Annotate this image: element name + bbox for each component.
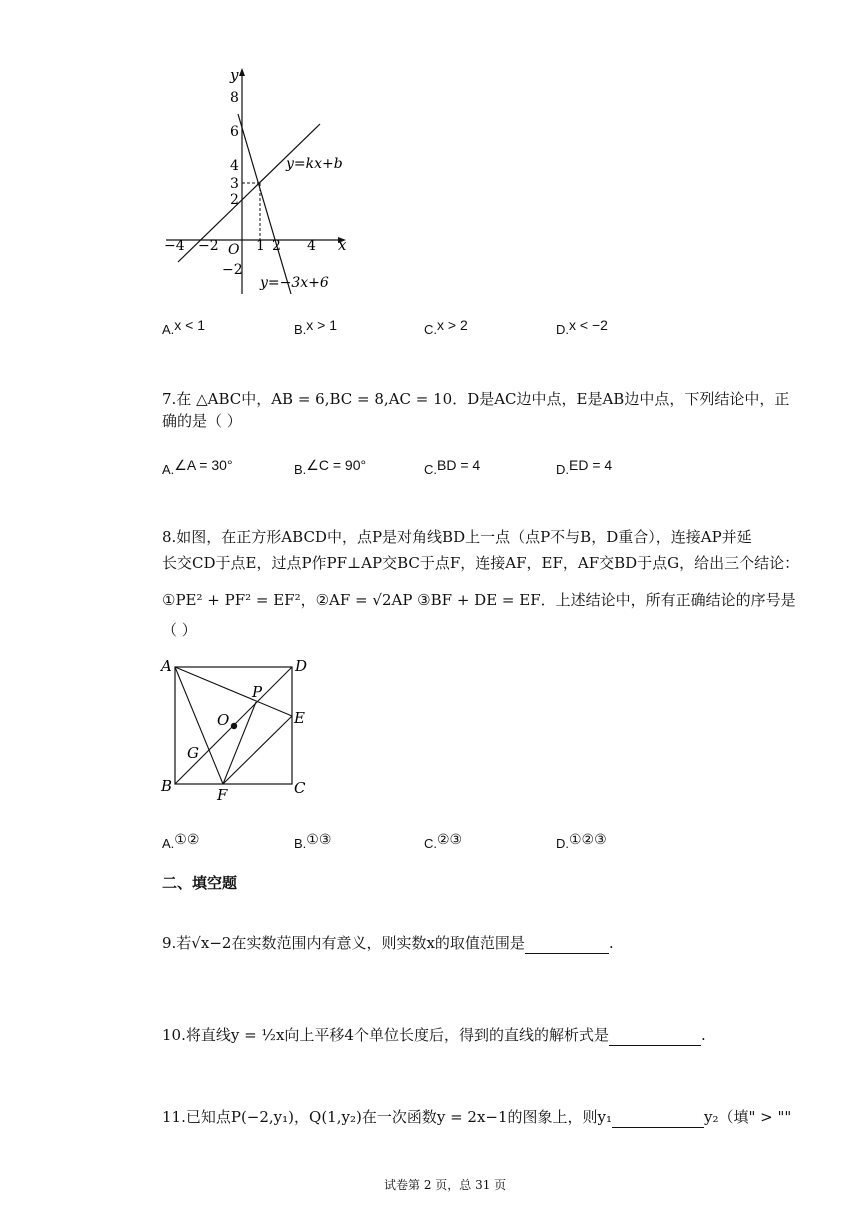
q6-option-b[interactable]: B.x > 1 — [294, 317, 338, 337]
q10-end: . — [700, 1026, 706, 1044]
q8-stem-line3: ①PE² + PF² = EF²，②AF = √2AP ③BF + DE = EF．上述结论中，所有正确结论的序号是 — [162, 591, 796, 609]
label-a: A — [161, 657, 172, 675]
q8-option-b[interactable]: B.①③ — [294, 831, 332, 851]
y-tick-6: 6 — [230, 124, 239, 140]
label-f: F — [217, 786, 228, 804]
q8-stem-line2: 长交CD于点E，过点P作PF⊥AP交BC于点F，连接AF，EF，AF交BD于点G，给出三个结论： — [162, 554, 800, 572]
y-tick-minus2: −2 — [222, 262, 243, 278]
y-tick-8: 8 — [230, 90, 239, 106]
label-p: P — [252, 683, 263, 701]
origin-label: O — [228, 242, 240, 258]
y-tick-2: 2 — [230, 192, 239, 208]
y-tick-3: 3 — [230, 176, 239, 192]
function-graph — [160, 62, 360, 297]
y-axis-label: y — [230, 66, 239, 84]
x-tick-1: 1 — [256, 238, 265, 254]
q8-option-a[interactable]: A.①② — [162, 831, 200, 851]
line-minus3x-plus6 — [238, 114, 291, 294]
q9-text: 9.若√x−2在实数范围内有意义，则实数x的取值范围是 — [162, 934, 525, 952]
square-figure — [155, 655, 315, 805]
q8-stem-line1: 8.如图，在正方形ABCD中，点P是对角线BD上一点（点P不与B，D重合），连接AP并延 — [162, 528, 752, 546]
q6-option-a[interactable]: A.x < 1 — [162, 317, 206, 337]
q7-option-b[interactable]: B.∠C = 90° — [294, 457, 367, 477]
point-o — [231, 723, 237, 729]
q7-option-a[interactable]: A.∠A = 30° — [162, 457, 233, 477]
q7-option-d[interactable]: D.ED = 4 — [556, 457, 613, 477]
x-tick-4: 4 — [307, 238, 316, 254]
q8-option-d[interactable]: D.①②③ — [556, 831, 607, 851]
label-o: O — [217, 711, 230, 729]
line2-label: y=−3x+6 — [260, 275, 329, 291]
label-d: D — [295, 657, 308, 675]
q7-option-c[interactable]: C.BD = 4 — [424, 457, 481, 477]
label-g: G — [187, 744, 199, 762]
q11-answer-blank[interactable] — [612, 1111, 704, 1128]
y-axis-arrow — [239, 68, 245, 76]
q9-stem — [162, 932, 614, 954]
q11-end: y₂（填" > "" — [704, 1108, 792, 1126]
q8-option-c[interactable]: C.②③ — [424, 831, 463, 851]
q7-stem-line1: 7.在 △ABC中，AB = 6,BC = 8,AC = 10．D是AC边中点，E是AB边中点，下列结论中，正 — [162, 390, 790, 408]
q8-stem-line4: （ ） — [162, 621, 197, 639]
section-fill-in-title: 二、填空题 — [162, 874, 238, 892]
q9-end: . — [608, 934, 614, 952]
x-axis-label: x — [338, 236, 347, 254]
q9-answer-blank[interactable] — [525, 937, 609, 954]
line1-label: y=kx+b — [286, 156, 343, 172]
q6-option-c[interactable]: C.x > 2 — [424, 317, 468, 337]
q6-option-d[interactable]: D.x < −2 — [556, 317, 608, 337]
q11-stem — [162, 1106, 791, 1128]
x-tick-minus4: −4 — [164, 238, 185, 254]
q10-text: 10.将直线y = ½x向上平移4个单位长度后，得到的直线的解析式是 — [162, 1026, 609, 1044]
label-c: C — [294, 779, 306, 797]
q11-text: 11.已知点P(−2,y₁)，Q(1,y₂)在一次函数y = 2x−1的图象上，则y₁ — [162, 1108, 613, 1126]
label-b: B — [161, 777, 173, 795]
y-tick-4: 4 — [230, 158, 239, 174]
x-tick-2: 2 — [272, 238, 281, 254]
x-tick-minus2: −2 — [198, 238, 219, 254]
label-e: E — [294, 709, 305, 727]
q10-answer-blank[interactable] — [609, 1029, 701, 1046]
page-footer: 试卷第 2 页，总 31 页 — [384, 1178, 507, 1192]
q10-stem — [162, 1024, 706, 1046]
q7-stem-line2: 确的是（ ） — [162, 412, 242, 430]
